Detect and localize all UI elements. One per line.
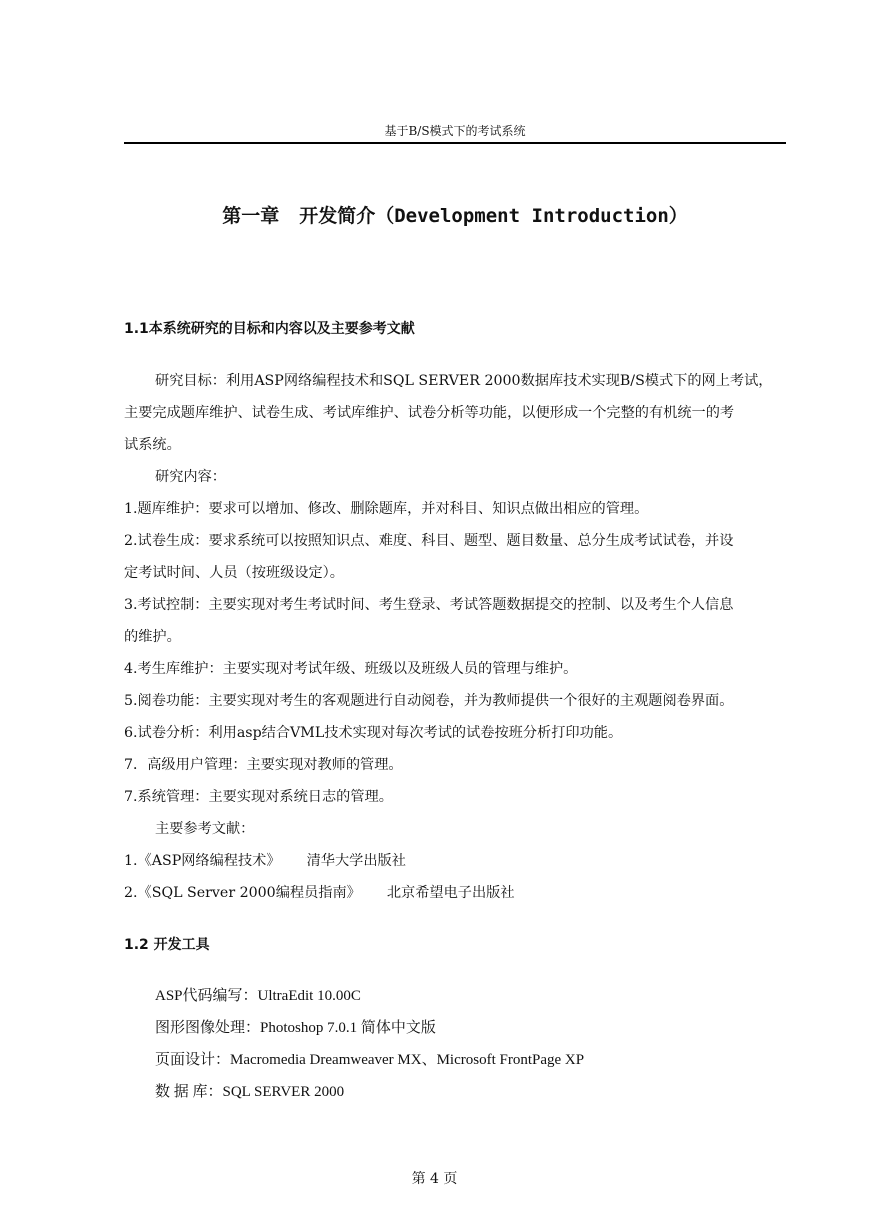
list-item-3-cont: 的维护。: [124, 629, 181, 645]
goal-line-2: 主要完成题库维护、试卷生成、考试库维护、试卷分析等功能，以便形成一个完整的有机统一的考: [124, 405, 735, 421]
list-item-5: 5.阅卷功能：主要实现对考生的客观题进行自动阅卷，并为教师提供一个很好的主观题阅卷界面。: [124, 693, 734, 709]
goal-line-3: 试系统。: [124, 437, 181, 453]
running-header: 基于B/S模式下的考试系统: [384, 124, 526, 138]
list-item-1: 1.题库维护：要求可以增加、修改、删除题库，并对科目、知识点做出相应的管理。: [124, 501, 649, 517]
list-item-2: 2.试卷生成：要求系统可以按照知识点、难度、科目、题型、题目数量、总分生成考试试卷，并设: [124, 533, 734, 549]
tools-list: [155, 980, 584, 1108]
tool-page-design: 页面设计：Macromedia Dreamweaver MX、Microsoft FrontPage XP: [155, 1052, 585, 1068]
chapter-number: 第一章: [222, 205, 280, 227]
section-1-1-body: [124, 365, 788, 909]
chapter-name: 开发简介（Development Introduction）: [299, 205, 688, 227]
tool-database: 数 据 库：SQL SERVER 2000: [155, 1084, 345, 1100]
reference-2-publisher: 北京希望电子出版社: [386, 885, 515, 901]
header-rule: [124, 142, 786, 144]
page-number: 第 4 页: [411, 1171, 458, 1187]
chapter-title: [124, 203, 786, 229]
reference-1: [124, 845, 788, 877]
section-1-2-title: 1.2 开发工具: [124, 937, 210, 953]
section-1-1-title: 1.1本系统研究的目标和内容以及主要参考文献: [124, 321, 415, 337]
goal-line-1: 研究目标：利用ASP网络编程技术和SQL SERVER 2000数据库技术实现B/S模式下的网上考试，: [155, 373, 773, 389]
reference-2: [124, 877, 788, 909]
tool-code-editor: ASP代码编写：UltraEdit 10.00C: [155, 988, 361, 1004]
list-item-3: 3.考试控制：主要实现对考生考试时间、考生登录、考试答题数据提交的控制、以及考生个人信息: [124, 597, 734, 613]
list-item-6: 6.试卷分析：利用asp结合VML技术实现对每次考试的试卷按班分析打印功能。: [124, 725, 623, 741]
refs-heading: 主要参考文献：: [155, 821, 255, 837]
content-heading: 研究内容：: [155, 469, 226, 485]
list-item-4: 4.考生库维护：主要实现对考试年级、班级以及班级人员的管理与维护。: [124, 661, 578, 677]
tool-image-editor: 图形图像处理：Photoshop 7.0.1 简体中文版: [155, 1020, 436, 1036]
reference-1-publisher: 清华大学出版社: [306, 853, 406, 869]
list-item-8: 7.系统管理：主要实现对系统日志的管理。: [124, 789, 393, 805]
list-item-2-cont: 定考试时间、人员（按班级设定）。: [124, 565, 344, 581]
reference-2-title: 2.《SQL Server 2000编程员指南》: [124, 885, 361, 901]
list-item-7: 7．高级用户管理：主要实现对教师的管理。: [124, 757, 403, 773]
reference-1-title: 1.《ASP网络编程技术》: [124, 853, 281, 869]
